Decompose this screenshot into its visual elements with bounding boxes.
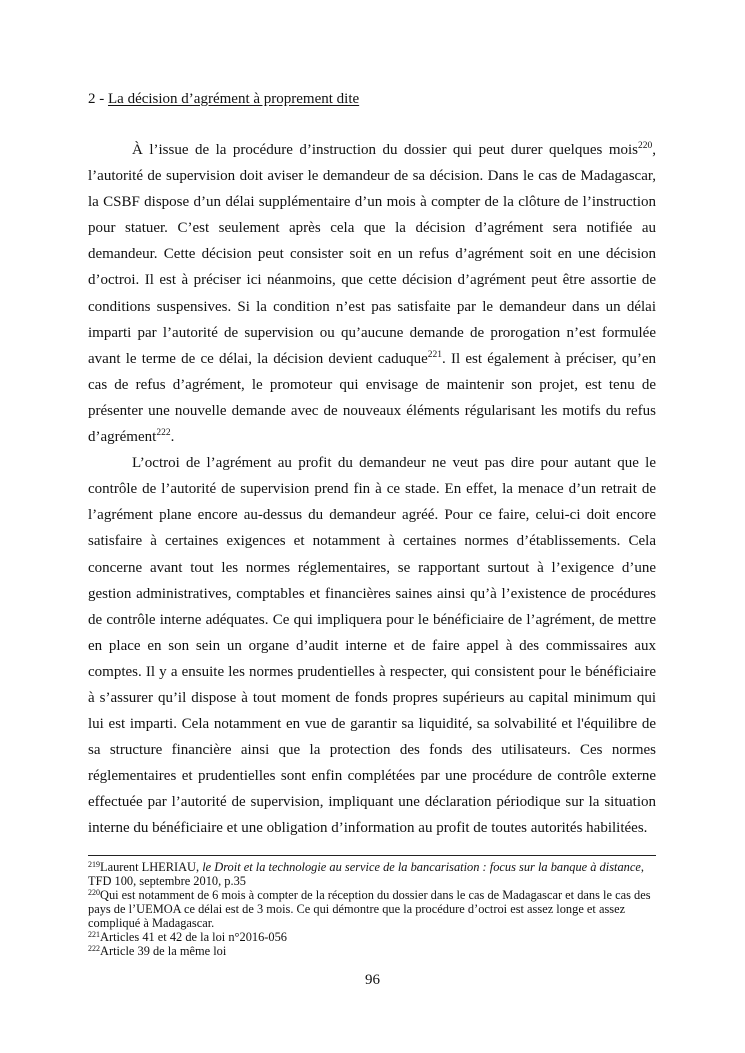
footnote-author: Laurent LHERIAU,: [100, 860, 203, 874]
footnote-number: 221: [88, 930, 100, 939]
paragraph-1-text-a: À l’issue de la procédure d’instruction du dossier qui peut durer quelques mois: [132, 142, 638, 158]
footnote-ref-220[interactable]: 220: [638, 141, 653, 151]
section-heading: [88, 89, 359, 109]
footnote-222: [88, 944, 656, 958]
footnote-number: 222: [88, 944, 100, 953]
section-number: 2 -: [88, 91, 108, 107]
footnote-text: Article 39 de la même loi: [100, 944, 227, 958]
footnote-text: Articles 41 et 42 de la loi n°2016-056: [100, 930, 287, 944]
footnote-reference: , TFD 100, septembre 2010, p.35: [88, 860, 644, 888]
footnote-221: [88, 930, 656, 944]
footnotes: [88, 860, 656, 958]
footnote-number: 219: [88, 860, 100, 869]
paragraph-1-text-d: .: [170, 429, 175, 446]
paragraph-2: L’octroi de l’agrément au profit du demandeur ne veut pas dire pour autant que le contrôle de l’autorité de supervision prend fin à ce stade. En effet, la menace d’un retrait de l’agrément plane encore au-dessus du demandeur agréé. Pour ce faire, celui-ci doit encore satisfaire à certaines exigences et notamment à certaines normes d’établissements. Cela concerne avant tout les normes réglementaires, se rapportant surtout à l’exigence d’une gestion administratives, comptables et financières saines ainsi qu’à l’existence de procédures de contrôle interne adéquates. Ce qui impliquera pour le bénéficiaire de l’agrément, de mettre en place en son sein un organe d’audit interne et de faire appel à des commissaires aux comptes. Il y a ensuite les normes prudentielles à respecter, qui consistent pour le bénéficiaire à s’assurer qu’il dispose à tout moment de fonds propres supérieurs au capital minimum qui lui est imparti. Cela notamment en vue de garantir sa liquidité, sa solvabilité et l'équilibre de sa structure financière ainsi que la protection des fonds des utilisateurs. Ces normes réglementaires et prudentielles sont enfin complétées par une procédure de contrôle externe effectuée par l’autorité de supervision, impliquant une déclaration périodique sur la situation interne du bénéficiaire et une obligation d’information au profit de toutes autorités habilitées.: [88, 455, 656, 837]
paragraph-1-text-c: . Il est également à préciser, qu’en cas de refus d’agrément, le promoteur qui envisage de maintenir son projet, est tenu de présenter une nouvelle demande avec de nouveaux éléments régularisant les motifs du refus d’agrément: [88, 350, 657, 446]
page-number: 96: [365, 972, 380, 988]
paragraph-1: [88, 137, 656, 450]
footnote-work-title: le Droit et la technologie au service de la bancarisation : focus sur la banque à distance: [202, 860, 641, 874]
footnote-divider: [88, 855, 656, 856]
section-title: La décision d’agrément à proprement dite: [108, 91, 360, 107]
footnote-ref-221[interactable]: 221: [427, 349, 443, 360]
footnote-number: 220: [88, 888, 100, 897]
footnote-text: Qui est notamment de 6 mois à compter de la réception du dossier dans le cas de Madagascar et dans le cas des pays de l’UEMOA ce délai est de 3 mois. Ce qui démontre que la procédure d’octroi est assez longe et assez compliqué à Madagascar.: [88, 888, 651, 930]
body-text: [88, 137, 656, 842]
footnote-219: [88, 860, 656, 888]
paragraph-1-text-b: , l’autorité de supervision doit aviser le demandeur de sa décision. Dans le cas de Madagascar, la CSBF dispose d’un délai supplémentaire d’un mois à compter de la clôture de l’instruction pour statuer. C’est seulement après cela que la décision d’agrément sera notifiée au demandeur. Cette décision peut consister soit en un refus d’agrément soit en une décision d’octroi. Il est à préciser ici néanmoins, que cette décision d’agrément peut être assortie de conditions suspensives. Si la condition n’est pas satisfaite par le demandeur dans un délai imparti par l’autorité de supervision ou qu’aucune demande de prorogation n’est formulée avant le terme de ce délai, la décision devient caduque: [88, 142, 656, 367]
footnote-220: [88, 888, 656, 930]
footnote-ref-222[interactable]: 222: [156, 428, 171, 439]
